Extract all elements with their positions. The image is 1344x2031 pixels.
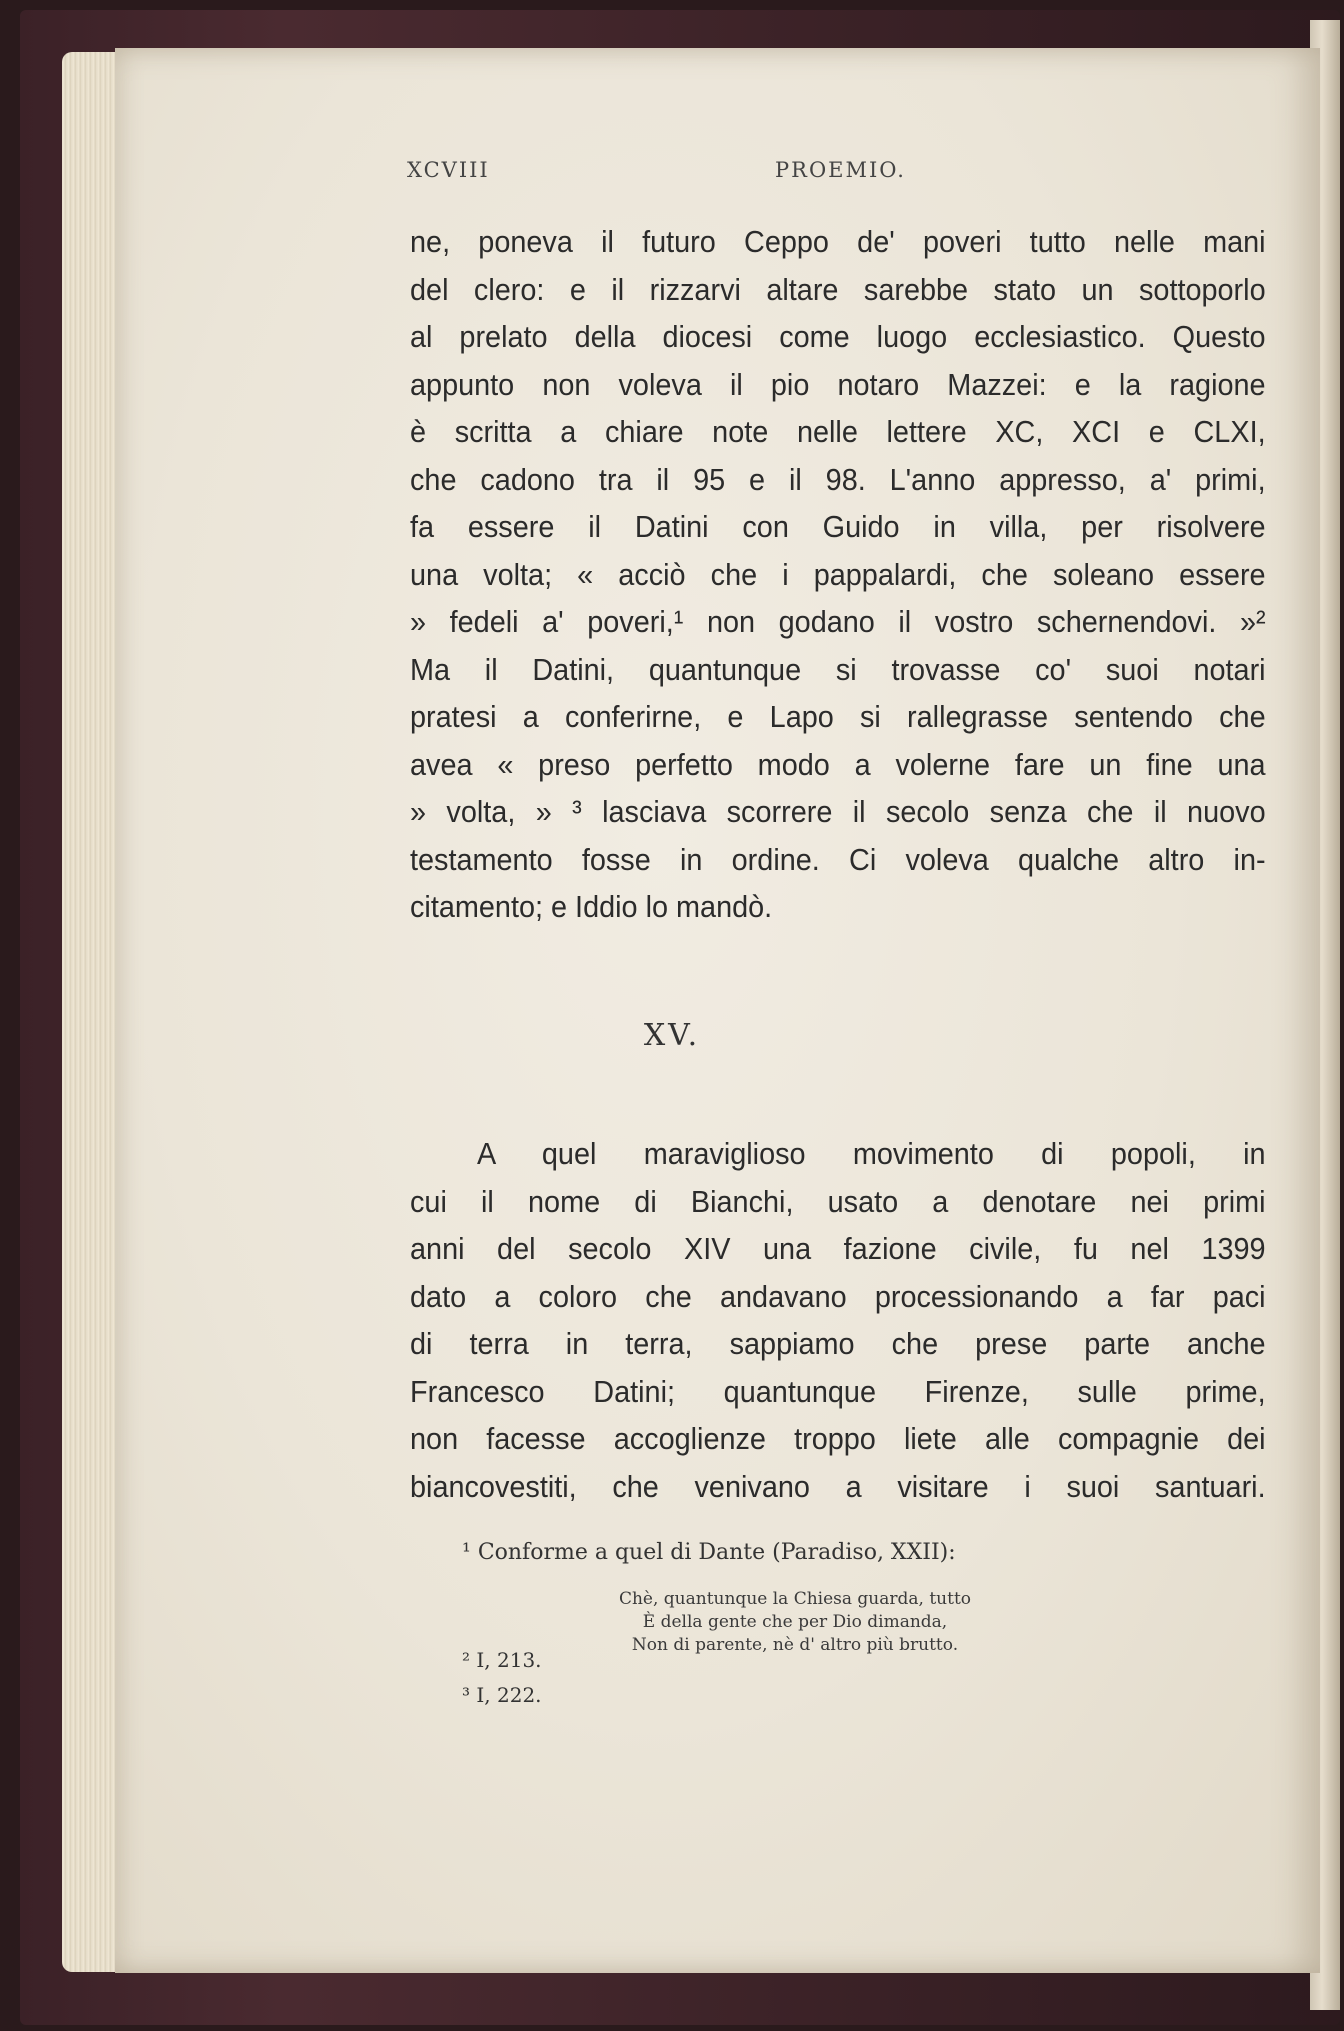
text-line: anni del secolo XIV una fazione civile, fu nel 1399	[410, 1231, 1266, 1266]
text-line: A quel maraviglioso movimento di popoli, in	[476, 1136, 1266, 1171]
footnote-3: ³ I, 222.	[462, 1683, 542, 1707]
text-line: citamento; e Iddio lo mandò.	[410, 889, 773, 924]
page-number: XCVIII	[407, 158, 490, 182]
section-title: XV.	[643, 1018, 701, 1053]
paragraph-2	[410, 1130, 1266, 1510]
text-line: una volta; « acciò che i pappalardi, che soleano essere	[410, 556, 1266, 592]
footnote-quote	[580, 1588, 1010, 1657]
text-line: al prelato della diocesi come luogo ecclesiastico. Questo	[410, 319, 1266, 354]
quote-line: Chè, quantunque la Chiesa guarda, tutto	[618, 1589, 972, 1609]
quote-line: È della gente che per Dio dimanda,	[642, 1612, 948, 1632]
page-stack	[62, 52, 122, 1972]
text-line: non facesse accoglienze troppo liete alle compagnie dei	[410, 1421, 1266, 1456]
text-line: » volta, » ³ lasciava scorrere il secolo senza che il nuovo	[410, 794, 1266, 829]
text-line: è scritta a chiare note nelle lettere XC, XCI e CLXI,	[410, 414, 1266, 449]
text-line: ne, poneva il futuro Ceppo de' poveri tutto nelle mani	[410, 224, 1266, 259]
text-line: Ma il Datini, quantunque si trovasse co' suoi notari	[410, 651, 1266, 687]
text-line: appunto non voleva il pio notaro Mazzei: e la ragione	[410, 366, 1266, 402]
text-line: testamento fosse in ordine. Ci voleva qualche altro in-	[410, 841, 1266, 877]
footnote-2: ² I, 213.	[462, 1648, 542, 1672]
text-line: cui il nome di Bianchi, usato a denotare nei primi	[410, 1183, 1266, 1219]
footnote-1: ¹ Conforme a quel di Dante (Paradiso, XXII):	[462, 1540, 956, 1565]
text-line: Francesco Datini; quantunque Firenze, sulle prime,	[410, 1373, 1266, 1409]
text-line: biancovestiti, che venivano a visitare i suoi santuari.	[410, 1468, 1266, 1504]
text-line: pratesi a conferirne, e Lapo si rallegrasse sentendo che	[410, 699, 1266, 734]
paragraph-1	[410, 218, 1266, 931]
text-line: fa essere il Datini con Guido in villa, per risolvere	[410, 509, 1266, 544]
text-line: che cadono tra il 95 e il 98. L'anno appresso, a' primi,	[410, 461, 1266, 497]
running-title: PROEMIO.	[775, 158, 906, 182]
quote-line: Non di parente, nè d' altro più brutto.	[631, 1635, 959, 1655]
text-line: di terra in terra, sappiamo che prese parte anche	[410, 1326, 1266, 1361]
text-line: dato a coloro che andavano processionando a far paci	[410, 1278, 1266, 1314]
text-line: » fedeli a' poveri,¹ non godano il vostro schernendovi. »²	[410, 604, 1266, 639]
text-line: del clero: e il rizzarvi altare sarebbe stato un sottoporlo	[410, 271, 1266, 307]
text-line: avea « preso perfetto modo a volerne fare un fine una	[410, 746, 1266, 782]
